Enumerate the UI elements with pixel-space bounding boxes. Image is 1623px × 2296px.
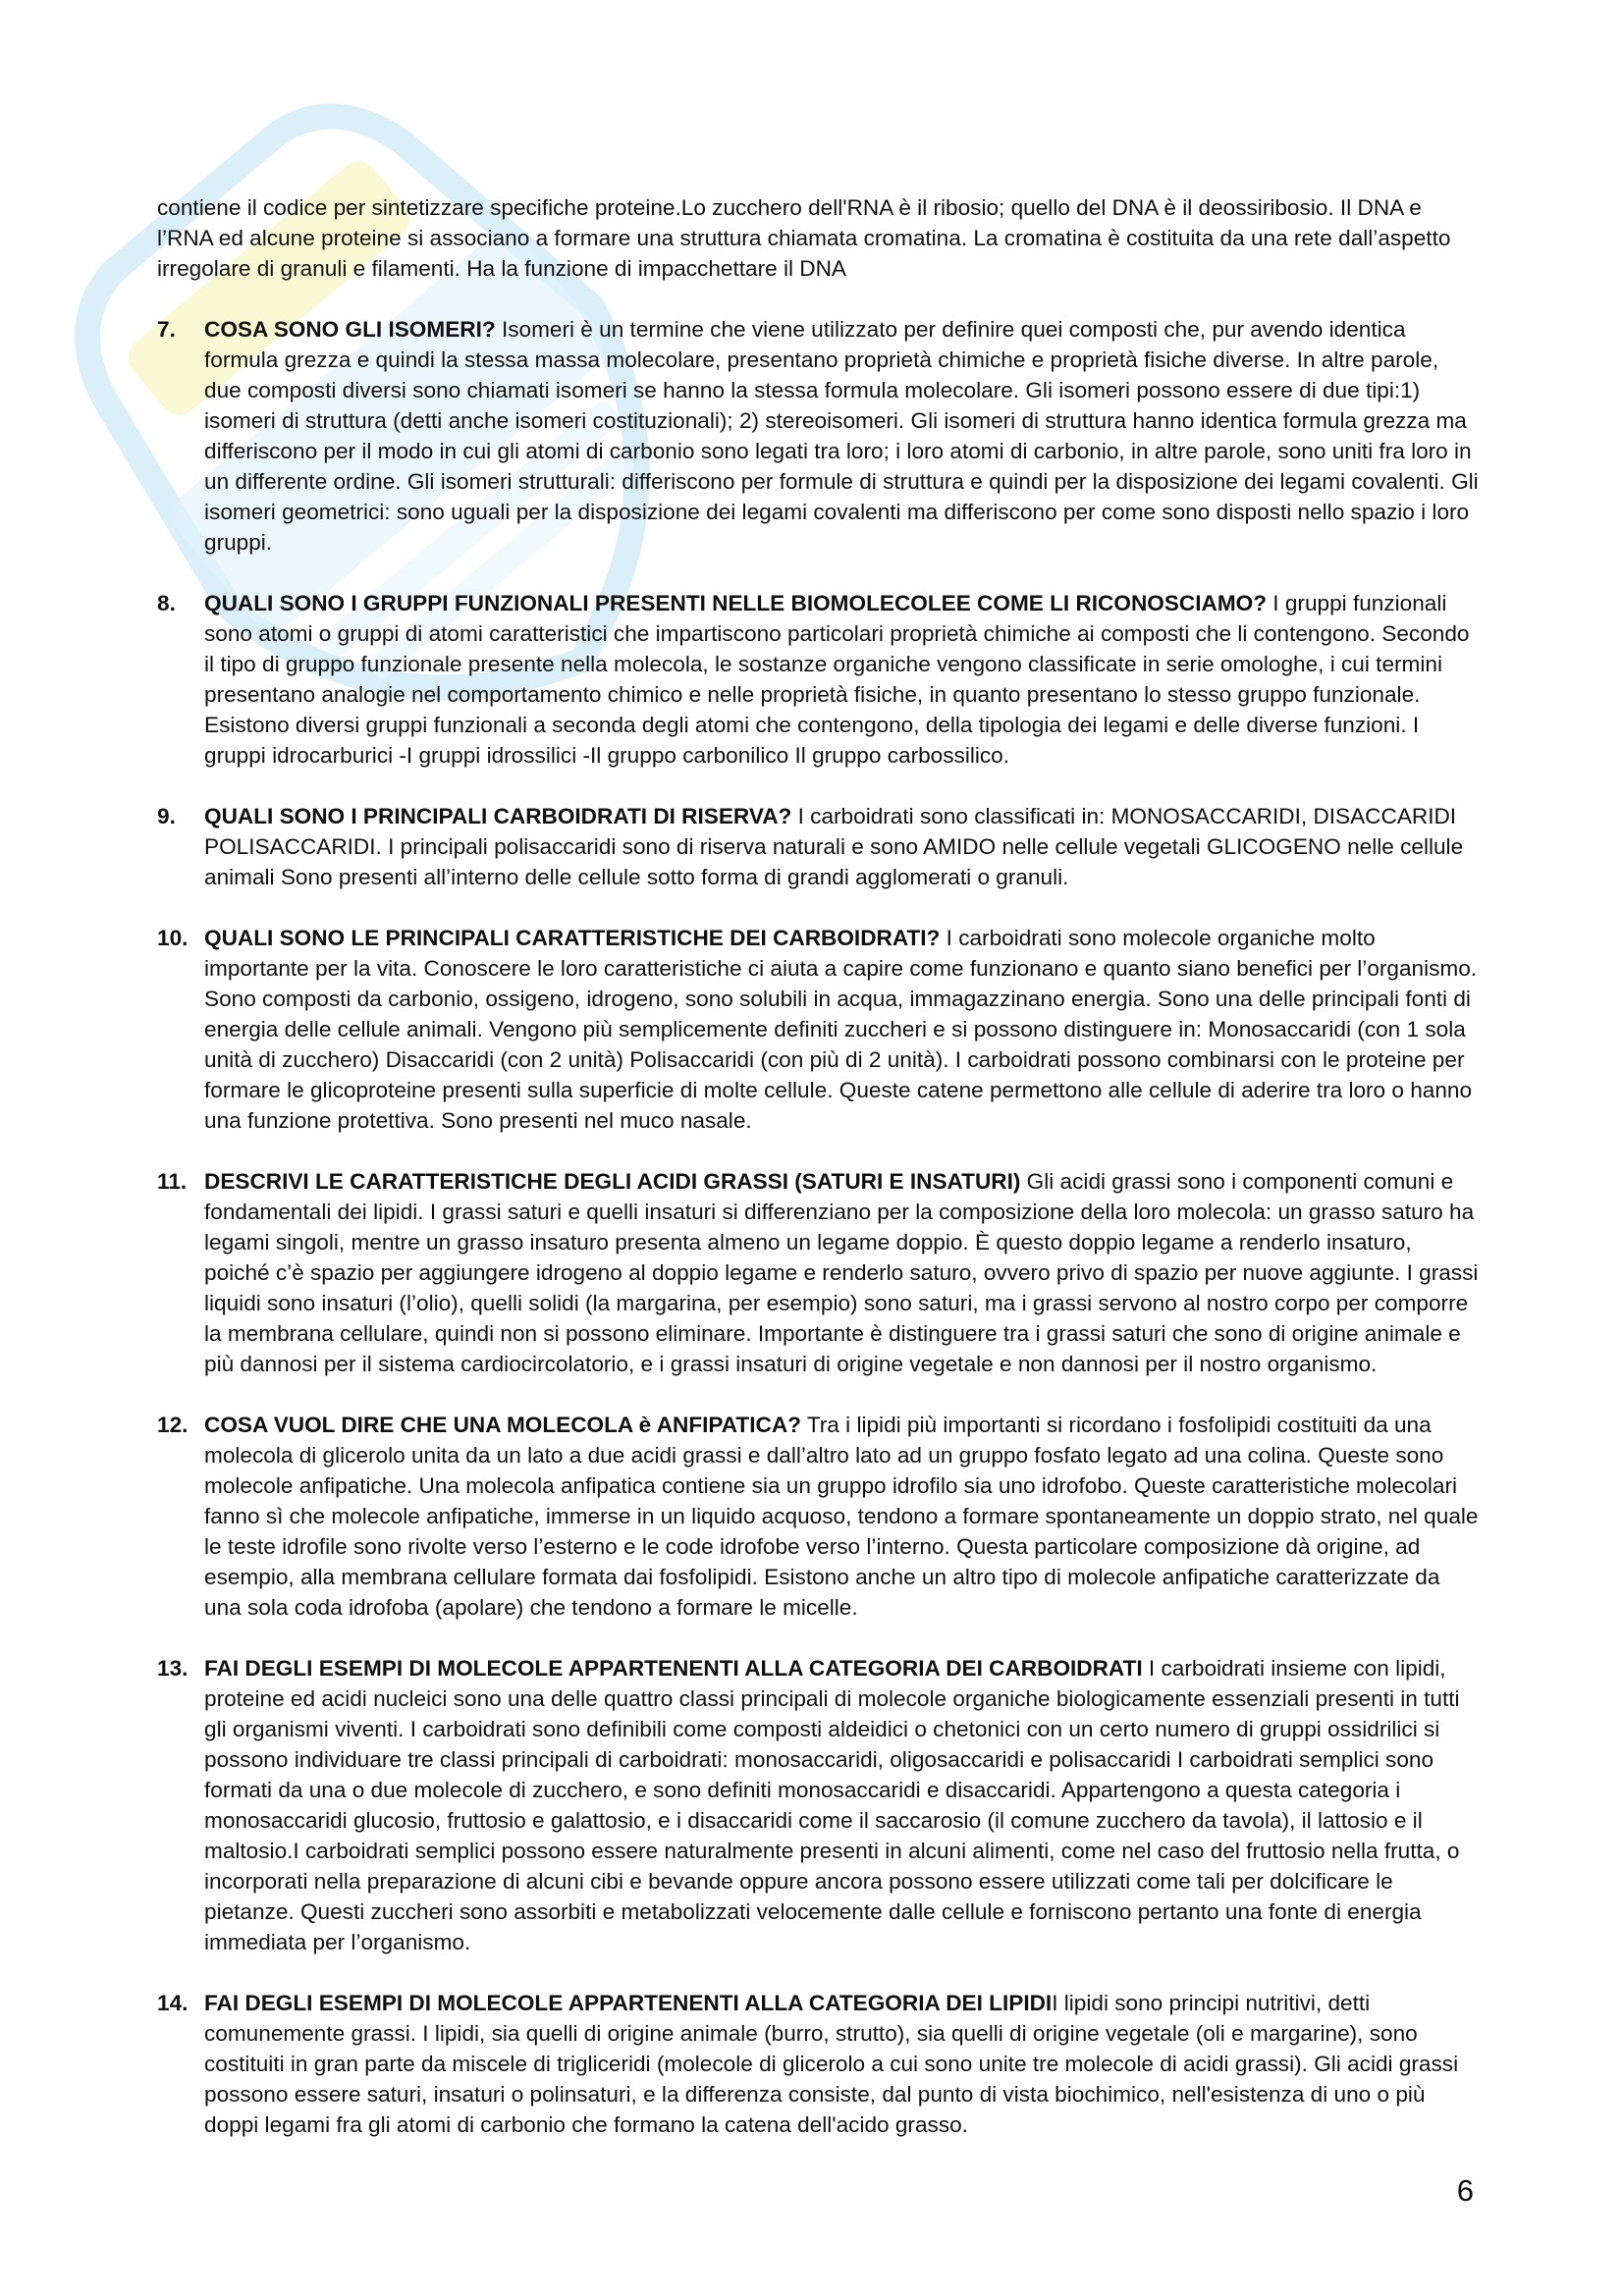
question-title: QUALI SONO I PRINCIPALI CARBOIDRATI DI RISERVA? xyxy=(204,804,792,828)
intro-paragraph: contiene il codice per sintetizzare specifiche proteine.Lo zucchero dell'RNA è il ribosio; quello del DNA è il deossiribosio. Il DNA e l’RNA ed alcune proteine si associano a formare una struttura chiamata cromatina. La cromatina è costituita da una rete dall’aspetto irregolare di granuli e filamenti. Ha la funzione di impacchettare il DNA xyxy=(157,195,1451,281)
question-number: 13. xyxy=(157,1656,189,1681)
answer-text: I lipidi sono principi nutritivi, detti comunemente grassi. I lipidi, sia quelli di origine animale (burro, strutto), sia quelli di origine vegetale (oli e margarine), sono costituiti in gran parte da miscele di trigliceridi (molecole di glicerolo a cui sono unite tre molecole di acidi grassi). Gli acidi grassi possono essere saturi, insaturi o polinsaturi, e la differenza consiste, dal punto di vista biochimico, nell'esistenza di uno o più doppi legami fra gli atomi di carbonio che formano la catena dell'acido grasso. xyxy=(204,1991,1459,2137)
question-body xyxy=(204,1410,1481,1623)
question-item-9 xyxy=(157,801,1481,892)
question-number: 14. xyxy=(157,1991,189,2015)
question-title: QUALI SONO I GRUPPI FUNZIONALI PRESENTI NELLE BIOMOLECOLEE COME LI RICONOSCIAMO? xyxy=(204,591,1268,615)
question-number: 11. xyxy=(157,1169,188,1194)
question-item-8 xyxy=(157,588,1481,771)
page-content xyxy=(157,192,1481,2140)
question-number: 7. xyxy=(157,317,176,342)
answer-text: I carboidrati sono molecole organiche molto importante per la vita. Conoscere le loro caratteristiche ci aiuta a capire come funzionano e quanto siano benefici per l’organismo. Sono composti da carbonio, ossigeno, idrogeno, sono solubili in acqua, immagazzinano energia. Sono una delle principali fonti di energia delle cellule animali. Vengono più semplicemente definiti zuccheri e si possono distinguere in: Monosaccaridi (con 1 sola unità di zucchero) Disaccaridi (con 2 unità) Polisaccaridi (con più di 2 unità). I carboidrati possono combinarsi con le proteine per formare le glicoproteine presenti sulla superficie di molte cellule. Queste catene permettono alle cellule di aderire tra loro o hanno una funzione protettiva. Sono presenti nel muco nasale. xyxy=(204,926,1478,1133)
question-number: 10. xyxy=(157,926,189,950)
question-number: 8. xyxy=(157,591,176,615)
question-body xyxy=(204,801,1481,892)
question-body xyxy=(204,588,1481,771)
question-title: COSA VUOL DIRE CHE UNA MOLECOLA è ANFIPATICA? xyxy=(204,1413,801,1437)
answer-text: Tra i lipidi più importanti si ricordano i fosfolipidi costituiti da una molecola di glicerolo unita da un lato a due acidi grassi e dall’altro lato ad un gruppo fosfato legato ad una colina. Queste sono molecole anfipatiche. Una molecola anfipatica contiene sia un gruppo idrofilo sia uno idrofobo. Queste caratteristiche molecolari fanno sì che molecole anfipatiche, immerse in un liquido acquoso, tendono a formare spontaneamente un doppio strato, nel quale le teste idrofile sono rivolte verso l’esterno e le code idrofobe verso l’interno. Questa particolare composizione dà origine, ad esempio, alla membrana cellulare formata dai fosfolipidi. Esistono anche un altro tipo di molecole anfipatiche caratterizzate da una sola coda idrofoba (apolare) che tendono a formare le micelle. xyxy=(204,1413,1479,1620)
question-title: FAI DEGLI ESEMPI DI MOLECOLE APPARTENENTI ALLA CATEGORIA DEI LIPIDI xyxy=(204,1991,1053,2015)
question-title: QUALI SONO LE PRINCIPALI CARATTERISTICHE DEI CARBOIDRATI? xyxy=(204,926,941,950)
question-item-7 xyxy=(157,314,1481,558)
answer-text: I carboidrati insieme con lipidi, proteine ed acidi nucleici sono una delle quattro classi principali di molecole organiche biologicamente essenziali presenti in tutti gli organismi viventi. I carboidrati sono definibili come composti aldeidici o chetonici con un certo numero di gruppi ossidrilici si possono individuare tre classi principali di carboidrati: monosaccaridi, oligosaccaridi e polisaccaridi I carboidrati semplici sono formati da una o due molecole di zucchero, e sono definiti monosaccaridi e disaccaridi. Appartengono a questa categoria i monosaccaridi glucosio, fruttosio e galattosio, e i disaccaridi come il saccarosio (il comune zucchero da tavola), il lattosio e il maltosio.I carboidrati semplici possono essere naturalmente presenti in alcuni alimenti, come nel caso del fruttosio nella frutta, o incorporati nella preparazione di alcuni cibi e bevande oppure ancora possono essere utilizzati come tali per dolcificare le pietanze. Questi zuccheri sono assorbiti e metabolizzati velocemente dalle cellule e forniscono pertanto una fonte di energia immediata per l’organismo. xyxy=(204,1656,1460,1954)
question-item-14 xyxy=(157,1988,1481,2140)
question-body xyxy=(204,1988,1481,2140)
question-body xyxy=(204,923,1481,1136)
question-title: FAI DEGLI ESEMPI DI MOLECOLE APPARTENENTI ALLA CATEGORIA DEI CARBOIDRATI xyxy=(204,1656,1143,1681)
question-number: 12. xyxy=(157,1413,189,1437)
question-title: DESCRIVI LE CARATTERISTICHE DEGLI ACIDI GRASSI (SATURI E INSATURI) xyxy=(204,1169,1021,1194)
question-body xyxy=(204,1653,1481,1957)
question-number: 9. xyxy=(157,804,176,828)
answer-text: Isomeri è un termine che viene utilizzato per definire quei composti che, pur avendo identica formula grezza e quindi la stessa massa molecolare, presentano proprietà chimiche e proprietà fisiche diverse. In altre parole, due composti diversi sono chiamati isomeri se hanno la stessa formula molecolare. Gli isomeri possono essere di due tipi:1) isomeri di struttura (detti anche isomeri costituzionali); 2) stereoisomeri. Gli isomeri di struttura hanno identica formula grezza ma differiscono per il modo in cui gli atomi di carbonio sono legati tra loro; i loro atomi di carbonio, in altre parole, sono uniti fra loro in un differente ordine. Gli isomeri strutturali: differiscono per formule di struttura e quindi per la disposizione dei legami covalenti. Gli isomeri geometrici: sono uguali per la disposizione dei legami covalenti ma differiscono per come sono disposti nello spazio i loro gruppi. xyxy=(204,317,1479,555)
question-item-11 xyxy=(157,1166,1481,1379)
page-number: 6 xyxy=(1456,2173,1474,2208)
question-item-10 xyxy=(157,923,1481,1136)
question-item-12 xyxy=(157,1410,1481,1623)
question-item-13 xyxy=(157,1653,1481,1957)
question-title: COSA SONO GLI ISOMERI? xyxy=(204,317,496,342)
question-body xyxy=(204,1166,1481,1379)
answer-text: I carboidrati sono classificati in: MONOSACCARIDI, DISACCARIDI POLISACCARIDI. I principali polisaccaridi sono di riserva naturali e sono AMIDO nelle cellule vegetali GLICOGENO nelle cellule animali Sono presenti all’interno delle cellule sotto forma di grandi agglomerati o granuli. xyxy=(204,804,1464,889)
answer-text: Gli acidi grassi sono i componenti comuni e fondamentali dei lipidi. I grassi saturi e quelli insaturi si differenziano per la composizione della loro molecola: un grasso saturo ha legami singoli, mentre un grasso insaturo presenta almeno un legame doppio. È questo doppio legame a renderlo insaturo, poiché c’è spazio per aggiungere idrogeno al doppio legame e renderlo saturo, ovvero privo di spazio per nuove aggiunte. I grassi liquidi sono insaturi (l’olio), quelli solidi (la margarina, per esempio) sono saturi, ma i grassi servono al nostro corpo per comporre la membrana cellulare, quindi non si possono eliminare. Importante è distinguere tra i grassi saturi che sono di origine animale e più dannosi per il sistema cardiocircolatorio, e i grassi insaturi di origine vegetale e non dannosi per il nostro organismo. xyxy=(204,1169,1479,1376)
question-body xyxy=(204,314,1481,558)
answer-text: I gruppi funzionali sono atomi o gruppi di atomi caratteristici che impartiscono particolari proprietà chimiche ai composti che li contengono. Secondo il tipo di gruppo funzionale presente nella molecola, le sostanze organiche vengono classificate in serie omologhe, i cui termini presentano analogie nel comportamento chimico e nelle proprietà fisiche, in quanto presentano lo stesso gruppo funzionale. Esistono diversi gruppi funzionali a seconda degli atomi che contengono, della tipologia dei legami e delle diverse funzioni. I gruppi idrocarburici -I gruppi idrossilici -Il gruppo carbonilico Il gruppo carbossilico. xyxy=(204,591,1470,768)
